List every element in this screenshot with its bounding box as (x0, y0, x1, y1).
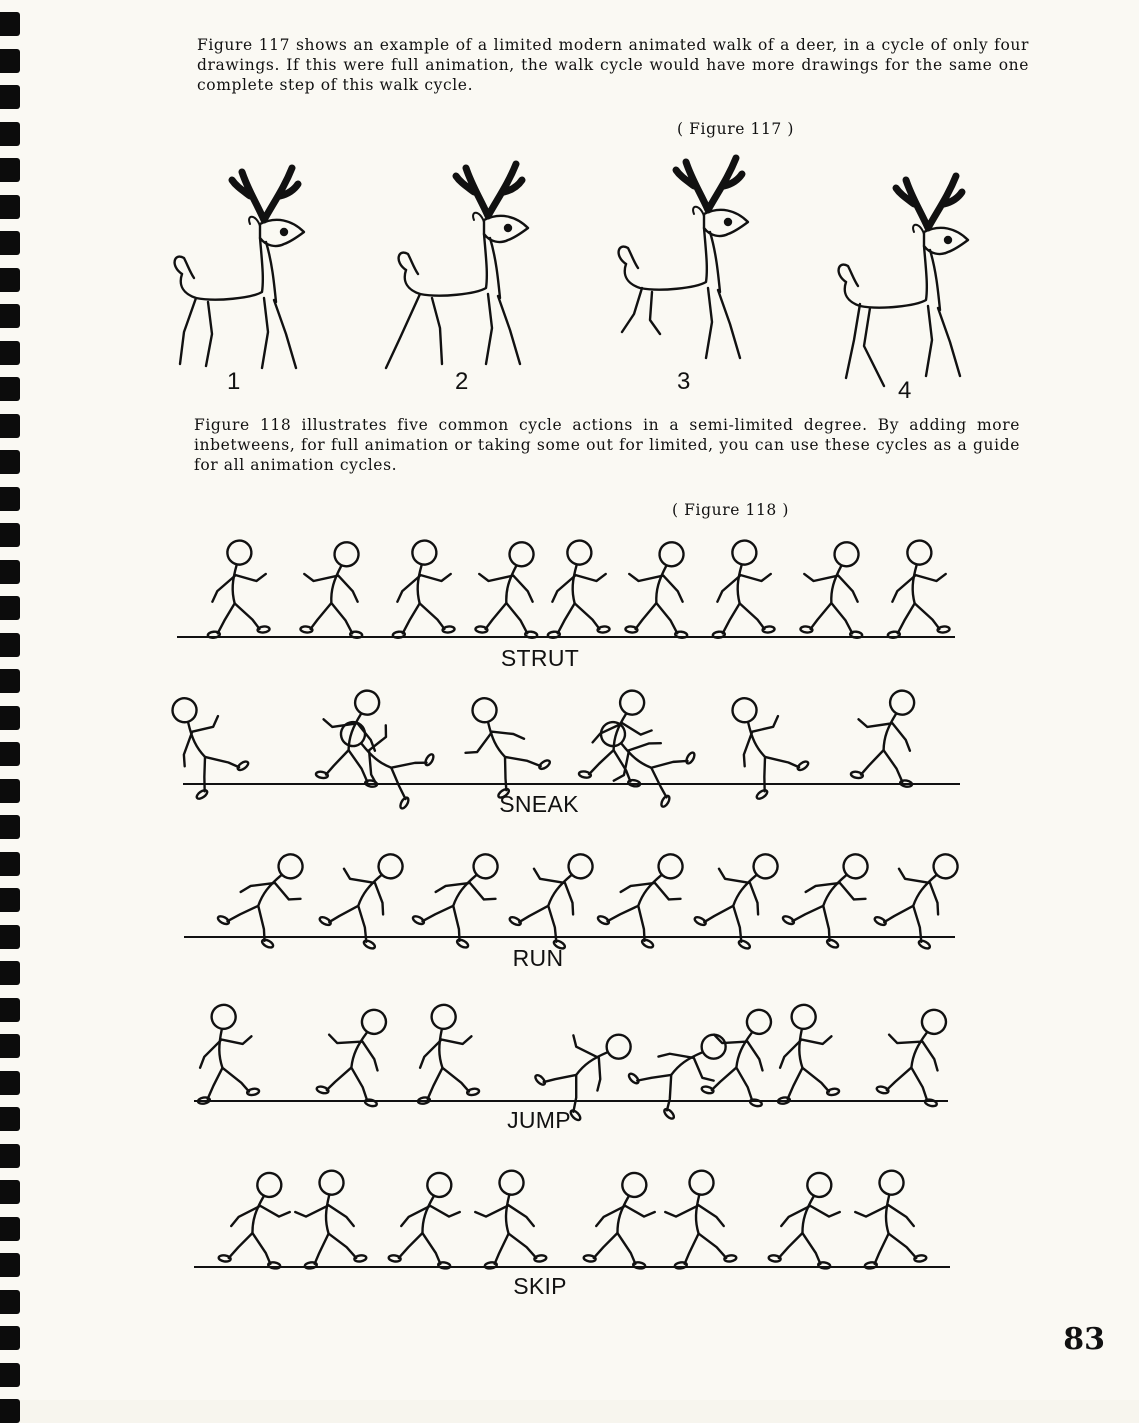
deer-drawing-2 (386, 164, 528, 368)
figure-118-label: ( Figure 118 ) (672, 501, 790, 519)
stick-figure-sneak-5 (578, 684, 657, 788)
stick-figure-run-2 (317, 837, 418, 950)
figure-117-label: ( Figure 117 ) (677, 120, 795, 138)
stick-figure-jump-7 (762, 1001, 841, 1105)
stick-figure-strut-4 (473, 538, 546, 638)
figure-118-description: Figure 118 illustrates five common cycle actions in a semi-limited degree. By adding more inbetweens, for full animation or taking some out for limited, you can use these cycles as a guide for all animation cycles. (194, 416, 1020, 474)
stick-figure-strut-3 (383, 538, 456, 638)
stick-figure-skip-4 (470, 1167, 546, 1269)
cycle-label-sneak: SNEAK (499, 791, 579, 817)
stick-figure-run-1 (217, 837, 318, 950)
stick-figure-sneak-2 (313, 684, 392, 788)
deer-frame-number-1: 1 (227, 368, 241, 395)
stick-figure-strut-1 (198, 538, 271, 638)
page-number: 83 (1063, 1322, 1105, 1357)
stick-figure-strut-5 (538, 538, 611, 638)
stick-figure-jump-2 (314, 1000, 400, 1107)
stick-figure-jump-8 (874, 1000, 960, 1107)
deer-frame-number-2: 2 (455, 368, 469, 395)
deer-drawing-3 (619, 158, 748, 358)
stick-figure-skip-2 (290, 1167, 366, 1269)
stick-figure-jump-1 (182, 1001, 261, 1105)
stick-figure-strut-9 (878, 538, 951, 638)
stick-figure-run-3 (412, 837, 513, 950)
stick-figure-skip-3 (388, 1167, 464, 1269)
stick-figure-skip-7 (768, 1167, 844, 1269)
stick-figure-strut-7 (703, 538, 776, 638)
cycle-label-strut: STRUT (500, 645, 580, 671)
stick-figure-run-5 (597, 837, 698, 950)
stick-figure-skip-1 (218, 1167, 294, 1269)
stick-figure-run-8 (872, 837, 973, 950)
stick-figure-strut-6 (623, 538, 696, 638)
stick-figure-jump-3 (402, 1001, 481, 1105)
stick-figure-jump-5 (627, 1010, 739, 1122)
stick-figure-sneak-8 (848, 684, 927, 788)
stick-figure-run-7 (782, 837, 883, 950)
deer-frame-number-3: 3 (677, 368, 691, 395)
stick-figure-run-6 (692, 837, 793, 950)
stick-figure-skip-8 (850, 1167, 926, 1269)
deer-drawing-1 (175, 168, 304, 368)
figure-117-description: Figure 117 shows an example of a limited modern animated walk of a deer, in a cycle of only four drawings. If this were full animation, the walk cycle would have more drawings for the same one complete step of this walk cycle. (197, 36, 1029, 94)
stick-figure-strut-2 (298, 538, 371, 638)
deer-drawing-4 (839, 176, 968, 386)
stick-figure-sneak-6 (583, 707, 696, 809)
cycle-label-skip: SKIP (513, 1273, 567, 1299)
cycle-label-run: RUN (512, 945, 564, 971)
cycle-label-jump: JUMP (507, 1107, 571, 1133)
stick-figure-jump-6 (699, 1000, 785, 1107)
deer-frame-number-4: 4 (898, 377, 912, 404)
stick-figure-jump-4 (532, 1010, 644, 1122)
stick-figure-run-4 (507, 837, 608, 950)
stick-figure-skip-5 (583, 1167, 659, 1269)
stick-figure-strut-8 (798, 538, 871, 638)
stick-figure-skip-6 (660, 1167, 736, 1269)
